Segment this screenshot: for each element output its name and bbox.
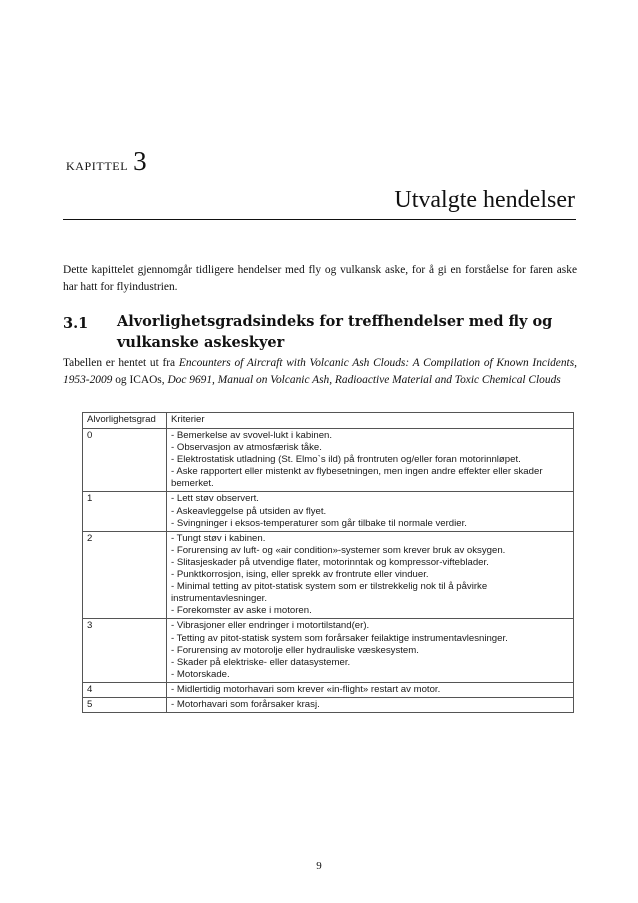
criteria-cell: [167, 531, 574, 619]
severity-grade: 2: [83, 531, 167, 619]
criteria-cell: [167, 682, 574, 697]
criteria-cell: [167, 429, 574, 492]
criteria-cell: [167, 697, 574, 712]
criterion-item: - Motorskade.: [171, 668, 230, 680]
criterion-item: - Vibrasjoner eller endringer i motortilstand(er).: [171, 620, 370, 632]
chapter-word: kapittel: [66, 155, 129, 174]
table-row: [83, 619, 574, 682]
table-row: [83, 697, 574, 712]
criterion-item: - Askeavleggelse på utsiden av flyet.: [171, 505, 327, 517]
page-number: 9: [316, 860, 322, 872]
table-row: [83, 682, 574, 697]
table-row: [83, 492, 574, 531]
severity-table: [82, 412, 574, 713]
criterion-item: - Tungt støv i kabinen.: [171, 532, 266, 544]
severity-grade: 1: [83, 492, 167, 531]
table-body: [83, 429, 574, 713]
criterion-item: - Lett støv observert.: [171, 493, 259, 505]
section-title: Alvorlighetsgradsindeks for treffhendelser med fly og vulkanske askeskyer: [117, 313, 553, 351]
criteria-cell: [167, 619, 574, 682]
criterion-item: - Svingninger i eksos-temperaturer som går tilbake til normale verdier.: [171, 517, 467, 529]
severity-grade: 5: [83, 697, 167, 712]
criterion-item: - Forekomster av aske i motoren.: [171, 605, 312, 617]
criterion-item: - Aske rapportert eller mistenkt av flybesetningen, men ingen andre effekter eller skader bemerket.: [171, 466, 543, 490]
chapter-number: 3: [133, 146, 147, 176]
table-row: [83, 531, 574, 619]
criterion-item: - Tetting av pitot-statisk system som forårsaker feilaktige instrumentavlesninger.: [171, 632, 508, 644]
header-grade: Alvorlighetsgrad: [83, 413, 167, 429]
criterion-item: - Bemerkelse av svovel-lukt i kabinen.: [171, 430, 333, 441]
criteria-cell: [167, 492, 574, 531]
chapter-label: [66, 146, 147, 177]
severity-table-image: [82, 412, 576, 728]
table-header-row: [83, 413, 574, 429]
table-row: [83, 429, 574, 492]
source-title-1: Encounters of Aircraft with Volcanic Ash Clouds: A Compilation of Known Incidents, 1953-2009: [63, 357, 577, 386]
source-prefix: Tabellen er hentet ut fra: [63, 357, 176, 369]
severity-grade: 0: [83, 429, 167, 492]
criterion-item: - Skader på elektriske- eller datasystemer.: [171, 656, 351, 668]
criterion-item: - Forurensing av luft- og «air condition»-systemer som krever bruk av oksygen.: [171, 544, 506, 556]
severity-grade: 3: [83, 619, 167, 682]
source-title-2: Doc 9691, Manual on Volcanic Ash, Radioactive Material and Toxic Chemical Clouds: [167, 374, 561, 386]
criterion-item: - Elektrostatisk utladning (St. Elmo`s ild) på frontruten og/eller foran motorinnløpet.: [171, 454, 521, 466]
criterion-item: - Punktkorrosjon, ising, eller sprekk av frontrute eller vinduer.: [171, 569, 429, 581]
chapter-title: Utvalgte hendelser: [394, 187, 575, 213]
criterion-item: - Midlertidig motorhavari som krever «in-flight» restart av motor.: [171, 683, 441, 695]
intro-paragraph: Dette kapittelet gjennomgår tidligere hendelser med fly og vulkansk aske, for å gi en forståelse for faren aske har hatt for flyindustrien.: [63, 264, 577, 293]
section-number: 3.1: [63, 315, 89, 332]
source-paragraph: [63, 355, 577, 389]
criterion-item: - Observasjon av atmosfærisk tåke.: [171, 442, 322, 454]
criterion-item: - Motorhavari som forårsaker krasj.: [171, 698, 320, 710]
criterion-item: - Forurensing av motorolje eller hydrauliske væskesystem.: [171, 644, 419, 656]
criterion-item: - Slitasjeskader på utvendige flater, motorinntak og kompressor-vifteblader.: [171, 556, 489, 568]
severity-grade: 4: [83, 682, 167, 697]
source-middle: og ICAOs,: [115, 374, 165, 386]
chapter-rule: [63, 219, 576, 220]
criterion-item: - Minimal tetting av pitot-statisk system som er tilstrekkelig nok til å påvirke instrumentavlesninger.: [171, 581, 488, 605]
header-criteria: Kriterier: [167, 413, 574, 429]
